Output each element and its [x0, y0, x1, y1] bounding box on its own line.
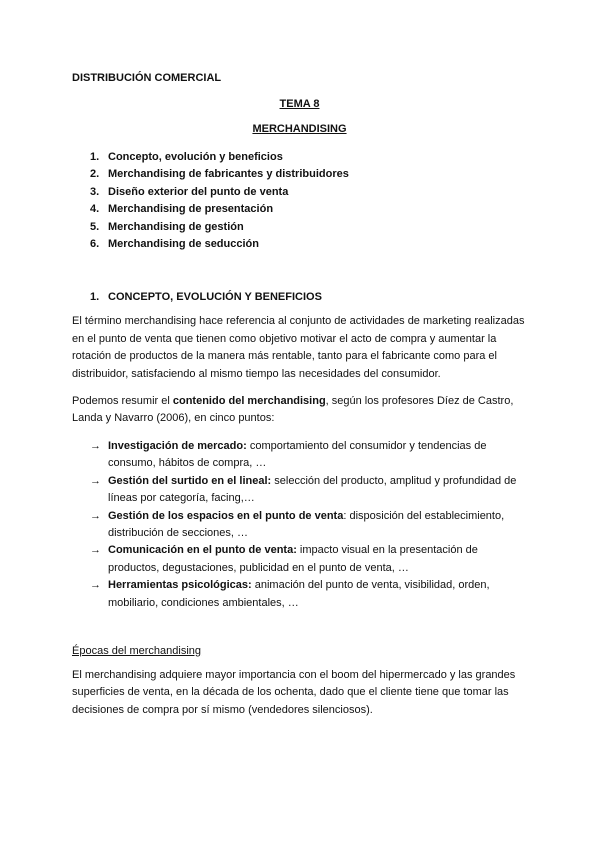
- content-points-list: [72, 438, 527, 612]
- index-item: 3. Diseño exterior del punto de venta: [90, 185, 289, 198]
- index-item: 4. Merchandising de presentación: [90, 203, 274, 216]
- list-item: → Gestión del surtido en el lineal: selección del producto, amplitud y profundidad de líneas por categoría, facing,…: [90, 473, 527, 508]
- index-item: 6. Merchandising de seducción: [90, 238, 259, 251]
- paragraph-content-summary: Podemos resumir el contenido del merchandising, según los profesores Díez de Castro, Landa y Navarro (2006), en cinco puntos:: [72, 395, 514, 425]
- list-item: → Comunicación en el punto de venta: impacto visual en la presentación de productos, degustaciones, publicidad en el punto de venta, …: [90, 542, 527, 577]
- index-item: 2. Merchandising de fabricantes y distribuidores: [90, 168, 349, 181]
- course-title: DISTRIBUCIÓN COMERCIAL: [72, 72, 222, 84]
- paragraph-epocas: El merchandising adquiere mayor importancia con el boom del hipermercado y las grandes superficies de venta, en la década de los ochenta, dado que el cliente tiene que tomar las decisiones de compra por sí mismo (vendedores silenciosos).: [72, 668, 516, 716]
- index-item: 5. Merchandising de gestión: [90, 220, 244, 233]
- epocas-subheading: Épocas del merchandising: [72, 644, 202, 657]
- arrow-icon: →: [90, 509, 101, 522]
- list-item: → Gestión de los espacios en el punto de venta: disposición del establecimiento, distribución de secciones, …: [90, 508, 527, 543]
- main-title: MERCHANDISING: [252, 123, 347, 135]
- index-item: 1. Concepto, evolución y beneficios: [90, 151, 283, 163]
- paragraph-definition: El término merchandising hace referencia al conjunto de actividades de marketing realizadas en el punto de venta que tienen como objetivo motivar el acto de compra y aumentar la rotación de productos de la manera más rentable, tanto para el fabricante como para el distribuidor, satisfaciendo al mismo tiempo las necesidades del consumidor.: [72, 315, 525, 380]
- tema-heading: TEMA 8: [279, 98, 320, 110]
- arrow-icon: →: [90, 474, 101, 487]
- index-list: [72, 149, 527, 253]
- list-item: → Investigación de mercado: comportamiento del consumidor y tendencias de consumo, hábitos de compra, …: [90, 438, 527, 473]
- section-heading: 1. CONCEPTO, EVOLUCIÓN Y BENEFICIOS: [90, 291, 322, 304]
- list-item: → Herramientas psicológicas: animación del punto de venta, visibilidad, orden, mobiliario, condiciones ambientales, …: [90, 577, 527, 612]
- arrow-icon: →: [90, 579, 101, 592]
- arrow-icon: →: [90, 439, 101, 452]
- arrow-icon: →: [90, 544, 101, 557]
